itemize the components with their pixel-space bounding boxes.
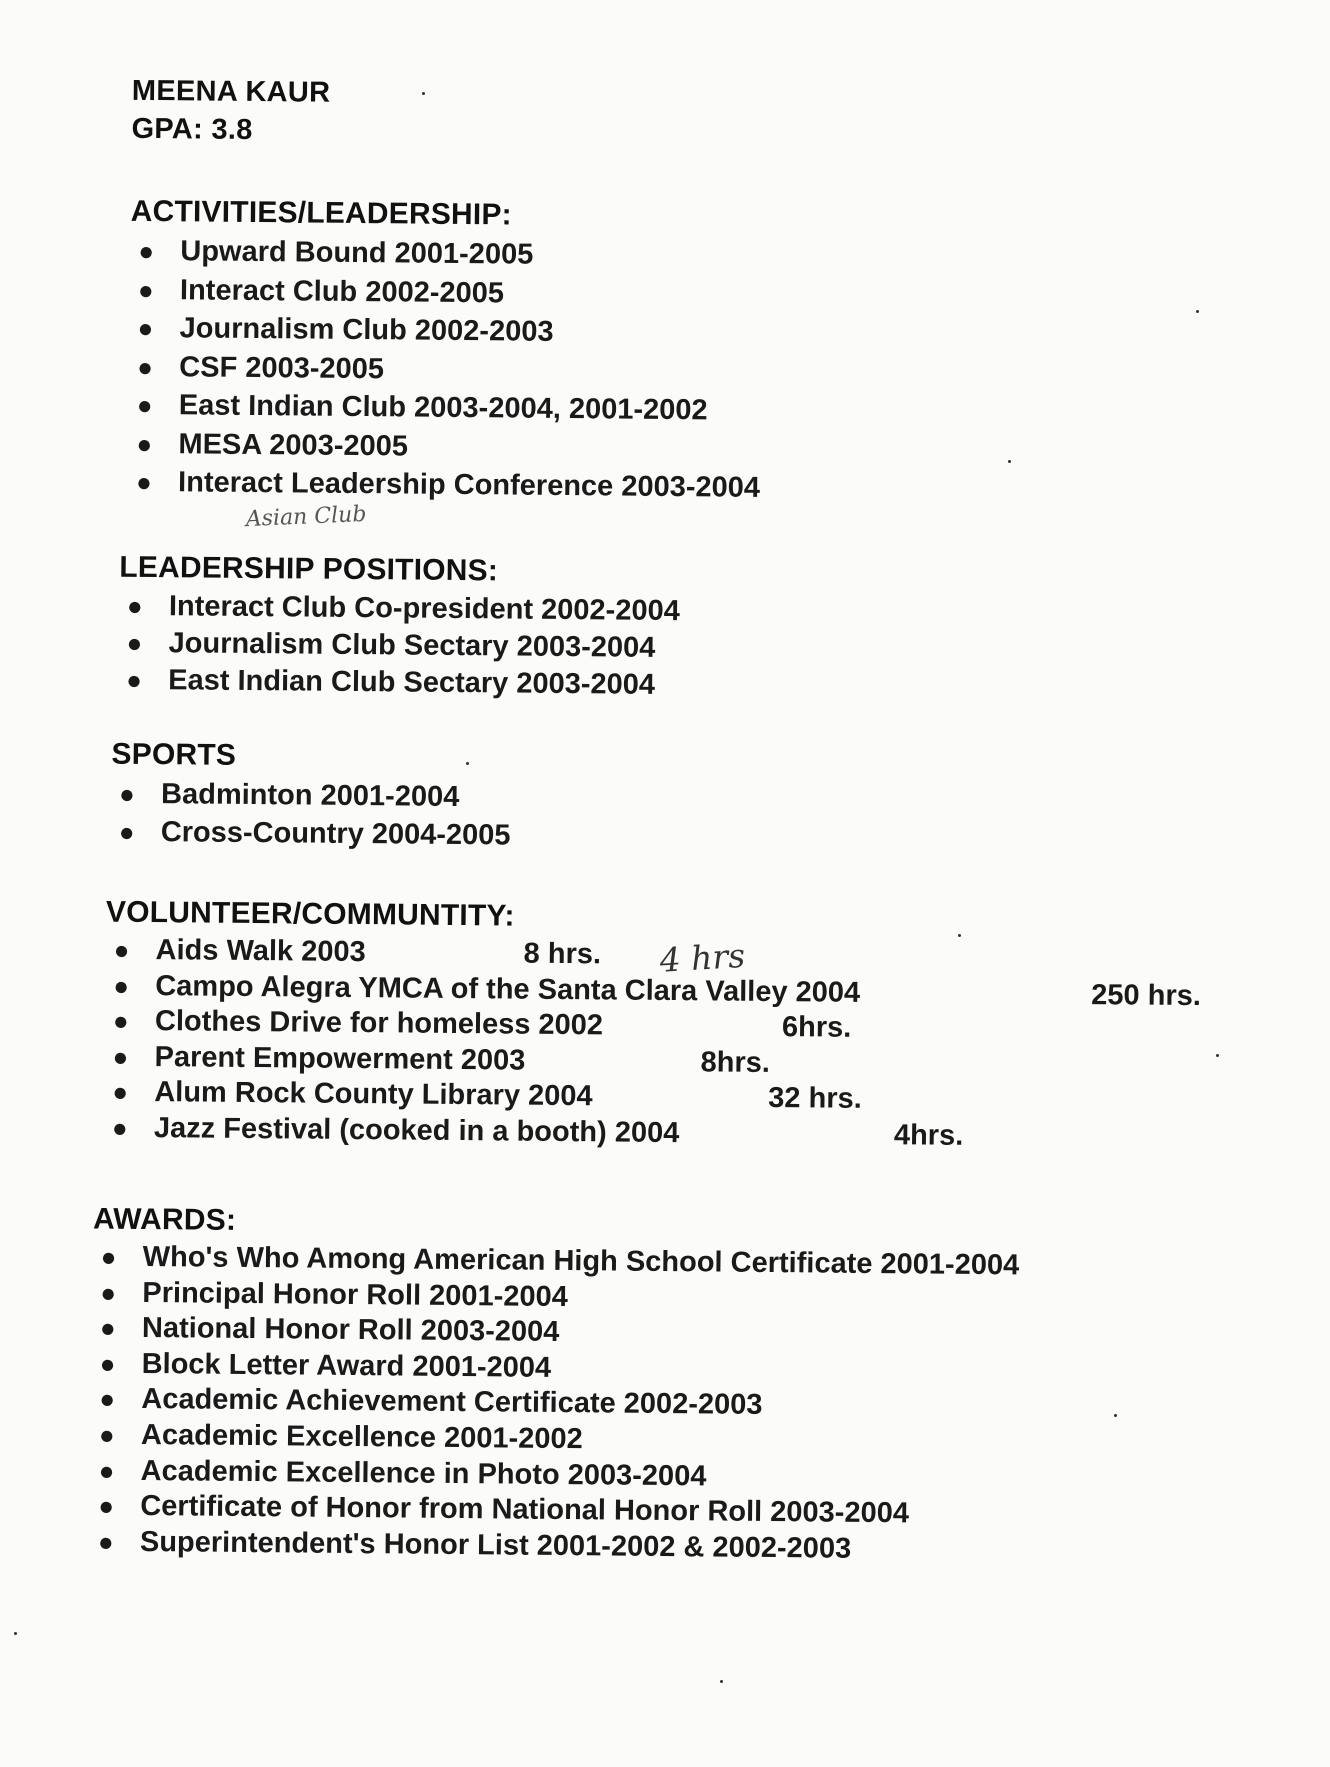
list-item-text: MESA 2003-2005 (178, 427, 409, 462)
scan-speck (1196, 310, 1199, 313)
bullet-icon: ● (99, 1312, 116, 1343)
volunteer-section (104, 893, 1202, 1153)
list-item-text: East Indian Club 2003-2004, 2001-2002 (178, 389, 708, 427)
volunteer-hours: 250 hrs. (1091, 978, 1202, 1012)
list-item-text: Certificate of Honor from National Honor Roll 2003-2004 (140, 1490, 910, 1530)
volunteer-title: VOLUNTEER/COMMUNTITY: (105, 895, 515, 933)
sports-section (111, 735, 512, 855)
list-item-text: Interact Leadership Conference 2003-2004 (177, 466, 761, 504)
list-item-text: CSF 2003-2005 (179, 350, 385, 385)
list-item (129, 386, 761, 431)
list-item-text: Journalism Club 2002-2003 (179, 312, 554, 348)
list-item-text: Upward Bound 2001-2005 (180, 235, 534, 271)
bullet-icon: ● (136, 428, 153, 459)
scan-speck (14, 1632, 17, 1635)
bullet-icon: ● (99, 1348, 116, 1379)
volunteer-activity: Campo Alegra YMCA of the Santa Clara Valley 2004 (155, 969, 861, 1009)
list-item-text: Academic Excellence in Photo 2003-2004 (140, 1454, 707, 1492)
activities-section (128, 192, 763, 508)
student-name: MEENA KAUR (131, 74, 331, 109)
bullet-icon: ● (97, 1526, 114, 1557)
list-item-text: Interact Club 2002-2005 (179, 273, 505, 309)
list-item-text: Academic Excellence 2001-2002 (140, 1418, 583, 1456)
volunteer-activity: Jazz Festival (cooked in a booth) 2004 (153, 1111, 680, 1149)
list-item-text: East Indian Club Sectary 2003-2004 (168, 664, 656, 701)
scan-speck (422, 92, 425, 95)
handwritten-note-asian-club: Asian Club (245, 501, 367, 533)
sports-title: SPORTS (111, 737, 237, 772)
bullet-icon: ● (98, 1490, 115, 1521)
bullet-icon: ● (112, 1076, 129, 1107)
volunteer-activity: Parent Empowerment 2003 (154, 1040, 526, 1077)
list-item (128, 463, 760, 508)
bullet-icon: ● (113, 970, 130, 1001)
bullet-icon: ● (119, 778, 136, 809)
list-item-text: Academic Achievement Certificate 2002-2003 (141, 1383, 763, 1422)
list-item (118, 662, 679, 704)
awards-section (90, 1200, 1020, 1569)
bullet-icon: ● (111, 1112, 128, 1143)
bullet-icon: ● (100, 1241, 117, 1272)
list-item (111, 813, 511, 855)
header-block (131, 72, 330, 150)
awards-title: AWARDS: (92, 1202, 237, 1237)
list-item-text: Superintendent's Honor List 2001-2002 & 2002-2003 (139, 1525, 852, 1565)
scan-speck (1008, 460, 1011, 463)
activities-list (128, 232, 762, 508)
leadership-section (118, 548, 680, 704)
leadership-title: LEADERSHIP POSITIONS: (119, 550, 499, 588)
bullet-icon: ● (137, 312, 154, 344)
list-item-text: Interact Club Co-president 2002-2004 (168, 590, 680, 628)
list-item-text: Journalism Club Sectary 2003-2004 (168, 627, 656, 664)
bullet-icon: ● (99, 1383, 116, 1415)
list-item (130, 270, 762, 315)
list-item-text: Principal Honor Roll 2001-2004 (142, 1276, 568, 1313)
handwritten-note-4hrs: 4 hrs (658, 935, 747, 980)
gpa: GPA: 3.8 (131, 112, 253, 146)
scan-speck (1114, 1414, 1117, 1417)
volunteer-hours: 6hrs. (781, 1011, 852, 1044)
bullet-icon: ● (112, 1005, 129, 1036)
awards-list (90, 1240, 1020, 1569)
volunteer-hours: 8 hrs. (523, 937, 602, 971)
volunteer-hours: 4hrs. (893, 1118, 964, 1152)
list-item-text: Block Letter Award 2001-2004 (141, 1347, 552, 1384)
list-item (129, 309, 761, 354)
bullet-icon: ● (138, 235, 155, 267)
scan-speck (958, 934, 961, 937)
bullet-icon: ● (98, 1455, 115, 1486)
list-item (130, 232, 762, 277)
list-item (104, 1110, 964, 1153)
list-item-text: Who's Who Among American High School Certificate 2001-2004 (142, 1240, 1020, 1282)
bullet-icon: ● (112, 1041, 129, 1072)
list-item (118, 625, 679, 667)
bullet-icon: ● (126, 627, 143, 658)
bullet-icon: ● (126, 664, 143, 695)
bullet-icon: ● (135, 466, 153, 498)
list-item (90, 1524, 1017, 1568)
bullet-icon: ● (100, 1277, 117, 1308)
sports-list (111, 775, 511, 855)
bullet-icon: ● (137, 351, 154, 382)
volunteer-activity: Clothes Drive for homeless 2002 (154, 1005, 604, 1042)
bullet-icon: ● (126, 590, 143, 621)
scan-speck (1216, 1054, 1219, 1057)
list-item (111, 775, 511, 817)
bullet-icon: ● (137, 274, 154, 305)
bullet-icon: ● (118, 816, 135, 847)
bullet-icon: ● (136, 389, 153, 421)
volunteer-hours: 32 hrs. (768, 1081, 862, 1115)
list-item (129, 347, 761, 392)
list-item-text: Cross-Country 2004-2005 (160, 816, 511, 852)
list-item (128, 424, 760, 469)
activities-title: ACTIVITIES/LEADERSHIP: (130, 194, 512, 232)
volunteer-activity: Aids Walk 2003 (155, 934, 366, 969)
list-item (119, 588, 680, 630)
leadership-list (118, 588, 680, 704)
volunteer-list (104, 933, 1202, 1153)
volunteer-activity: Alum Rock County Library 2004 (154, 1076, 593, 1113)
bullet-icon: ● (113, 934, 130, 965)
scan-speck (466, 762, 469, 765)
volunteer-hours: 8hrs. (700, 1045, 771, 1079)
bullet-icon: ● (98, 1419, 115, 1450)
list-item-text: Badminton 2001-2004 (160, 778, 460, 814)
list-item-text: National Honor Roll 2003-2004 (141, 1312, 560, 1349)
scan-speck (720, 1680, 723, 1683)
